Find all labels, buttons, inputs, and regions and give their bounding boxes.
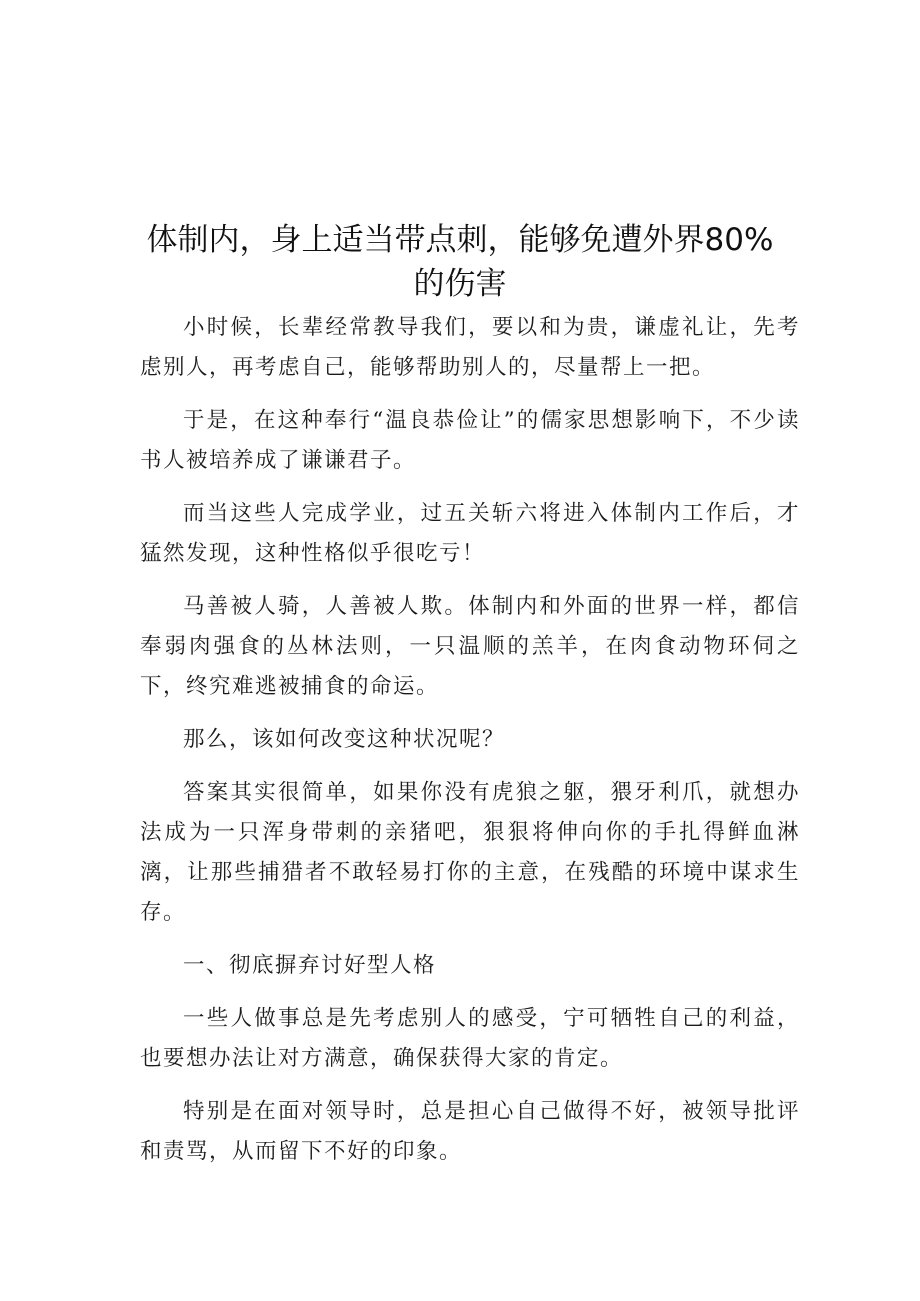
document-title: 体制内，身上适当带点刺，能够免遭外界80%的伤害 xyxy=(146,222,774,302)
document-body xyxy=(140,308,800,1185)
paragraph: 而当这些人完成学业，过五关斩六将进入体制内工作后，才猛然发现，这种性格似乎很吃亏！ xyxy=(140,501,800,566)
paragraph: 特别是在面对领导时，总是担心自己做得不好，被领导批评和责骂，从而留下不好的印象。 xyxy=(140,1099,800,1164)
paragraph: 答案其实很简单，如果你没有虎狼之躯，猥牙利爪，就想办法成为一只浑身带刺的亲猪吧，狠狠将伸向你的手扎得鲜血淋漓，让那些捕猎者不敢轻易打你的主意，在残酷的环境中谋求生存。 xyxy=(140,780,800,925)
paragraph: 那么，该如何改变这种状况呢？ xyxy=(183,727,506,752)
section-heading: 一、彻底摒弃讨好型人格 xyxy=(183,953,437,978)
paragraph: 一些人做事总是先考虑别人的感受，宁可牺牲自己的利益，也要想办法让对方满意，确保获得大家的肯定。 xyxy=(140,1006,800,1071)
paragraph: 于是，在这种奉行“温良恭俭让”的儒家思想影响下，不少读书人被培养成了谦谦君子。 xyxy=(140,408,800,473)
paragraph: 小时候，长辈经常教导我们，要以和为贵，谦虚礼让，先考虑别人，再考虑自己，能够帮助别人的，尽量帮上一把。 xyxy=(140,315,800,380)
paragraph: 马善被人骑，人善被人欺。体制内和外面的世界一样，都信奉弱肉强食的丛林法则，一只温顺的羔羊，在肉食动物环伺之下，终究难逃被捕食的命运。 xyxy=(140,594,800,699)
